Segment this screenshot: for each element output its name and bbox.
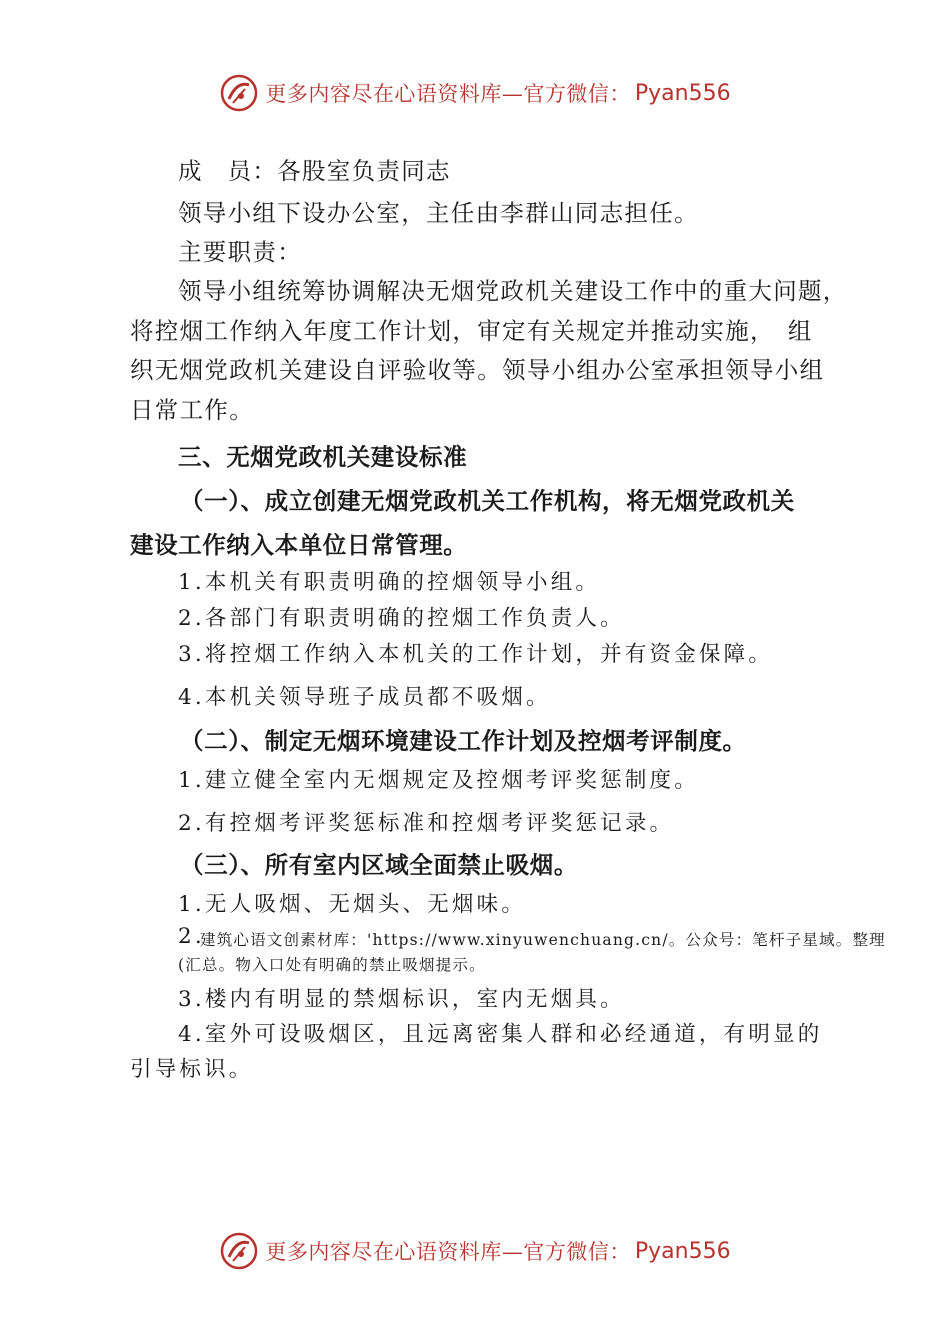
sub2-item-1: 1.建立健全室内无烟规定及控烟考评奖惩制度。 [178,768,699,793]
sub1-item-4: 4.本机关领导班子成员都不吸烟。 [178,685,551,710]
sub1-item-2: 2.各部门有职责明确的控烟工作负责人。 [178,606,625,631]
logo-icon [219,1231,259,1271]
duties-line-3: 织无烟党政机关建设自评验收等。领导小组办公室承担领导小组 [130,356,825,384]
sub3-item-1: 1.无人吸烟、无烟头、无烟味。 [178,892,527,917]
wechat-id: Pyan556 [634,1238,731,1264]
members-line: 成 员：各股室负责同志 [178,157,451,185]
duties-title: 主要职责： [178,238,302,266]
sub3-item-2-line-2: (汇总。物入口处有明确的禁止吸烟提示。 [178,956,486,974]
duties-line-2: 将控烟工作纳入年度工作计划，审定有关规定并推动实施， 组 [130,317,813,345]
banner-text: 更多内容尽在心语资料库—官方微信： [265,1240,631,1264]
office-line: 领导小组下设办公室，主任由李群山同志担任。 [178,199,699,227]
duties-line-4: 日常工作。 [130,396,254,424]
sub2-item-2: 2.有控烟考评奖惩标准和控烟考评奖惩记录。 [178,811,675,836]
sub1-item-3: 3.将控烟工作纳入本机关的工作计划，并有资金保障。 [178,642,774,667]
sub3-item-4-line-1: 4.室外可设吸烟区，且远离密集人群和必经通道，有明显的 [178,1022,823,1047]
sub3-item-4-line-2: 引导标识。 [130,1057,254,1082]
subsection-1-title-line-1: （一）、成立创建无烟党政机关工作机构，将无烟党政机关 [180,487,795,515]
wechat-id: Pyan556 [634,80,731,106]
logo-icon [219,73,259,113]
footer-banner [0,1228,950,1274]
sub3-item-3: 3.楼内有明显的禁烟标识，室内无烟具。 [178,987,625,1012]
header-banner [0,70,950,116]
sub3-item-2-line-1: 建筑心语文创素材库：'https://www.xinyuwenchuang.cn/。公众号：笔杆子星域。整理 [200,931,886,949]
sub3-item-2-number: 2. [178,924,205,949]
section-3-title: 三、无烟党政机关建设标准 [178,443,468,471]
duties-line-1: 领导小组统筹协调解决无烟党政机关建设工作中的重大问题， [178,277,848,305]
sub1-item-1: 1.本机关有职责明确的控烟领导小组。 [178,570,601,595]
subsection-2-title: （二）、制定无烟环境建设工作计划及控烟考评制度。 [180,727,747,755]
subsection-1-title-line-2: 建设工作纳入本单位日常管理。 [130,531,468,559]
subsection-3-title: （三）、所有室内区域全面禁止吸烟。 [180,851,578,879]
banner-text: 更多内容尽在心语资料库—官方微信： [265,82,631,106]
